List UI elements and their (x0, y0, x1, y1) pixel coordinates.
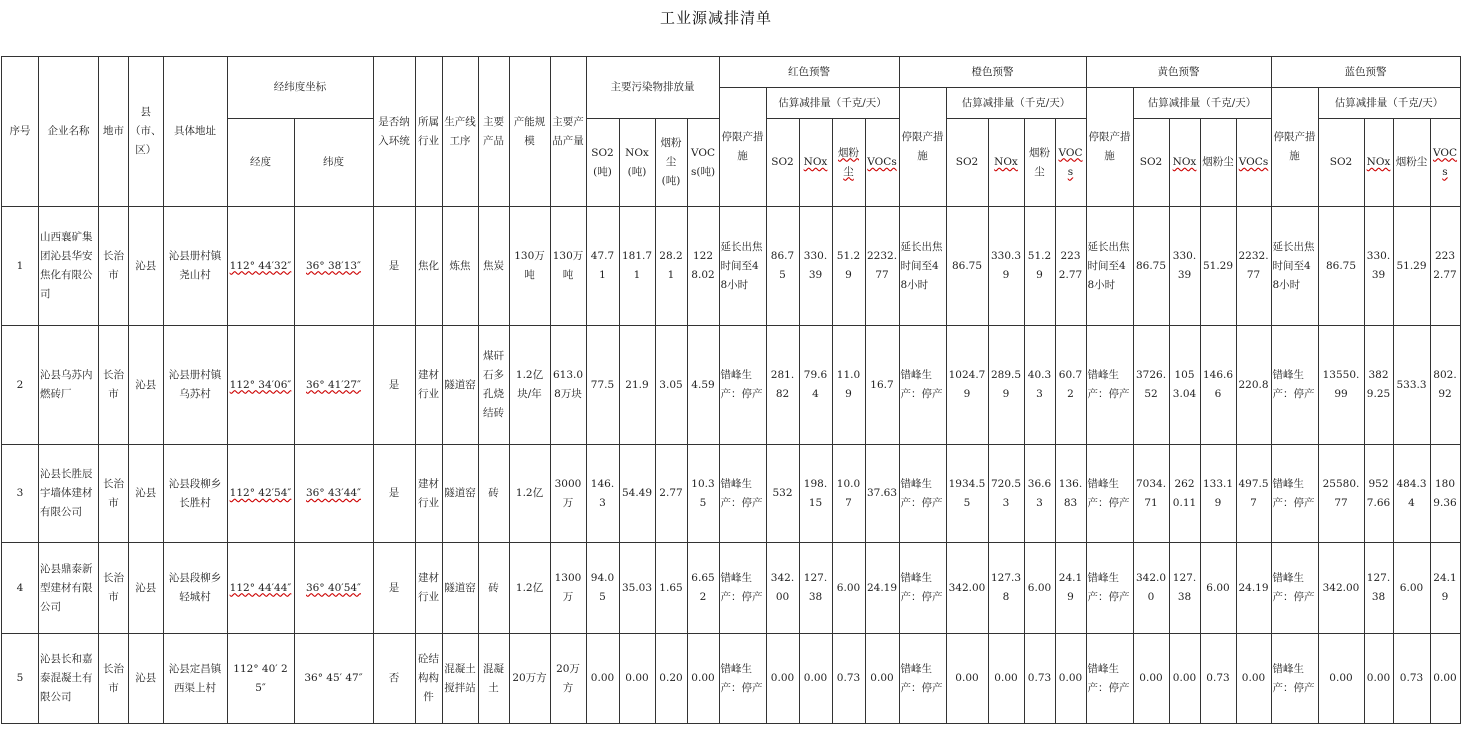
cell-measure: 错峰生产：停产 (1086, 543, 1133, 634)
header-measure: 停限产措施 (1086, 88, 1133, 207)
page-title: 工业源减排清单 (659, 9, 772, 27)
cell-env: 是 (373, 543, 415, 634)
cell-measure: 错峰生产：停产 (1086, 634, 1133, 724)
cell-so2: 13550.99 (1318, 326, 1364, 445)
header-county: 县（市、区） (129, 57, 164, 207)
cell-measure: 延长出焦时间至48小时 (1086, 207, 1133, 326)
header-measure: 停限产措施 (719, 88, 766, 207)
cell-em-dust: 28.21 (655, 207, 687, 326)
cell-so2: 7034.71 (1133, 445, 1169, 543)
cell-so2: 532 (766, 445, 799, 543)
cell-em-vocs: 0.00 (687, 634, 719, 724)
cell-process: 隧道窑 (442, 326, 478, 445)
cell-seq: 4 (2, 543, 39, 634)
header-measure: 停限产措施 (899, 88, 946, 207)
cell-process: 混凝土搅拌站 (442, 634, 478, 724)
cell-so2: 0.00 (766, 634, 799, 724)
cell-em-so2: 77.5 (586, 326, 619, 445)
cell-vocs: 24.19 (1236, 543, 1271, 634)
header-est: 估算减排量（千克/天） (766, 88, 899, 119)
cell-em-nox: 181.71 (619, 207, 655, 326)
cell-measure: 错峰生产：停产 (899, 445, 946, 543)
cell-lat: 36° 40′54″ (294, 543, 373, 634)
header-est: 估算减排量（千克/天） (1133, 88, 1271, 119)
cell-lat: 36° 45′ 47″ (294, 634, 373, 724)
header-alert-yellow: 黄色预警 (1086, 57, 1271, 88)
cell-so2: 0.00 (1318, 634, 1364, 724)
header-measure: 停限产措施 (1271, 88, 1318, 207)
cell-measure: 错峰生产：停产 (1086, 445, 1133, 543)
header-so2: SO2 (946, 119, 988, 207)
cell-em-vocs: 6.652 (687, 543, 719, 634)
cell-dust: 0.73 (1200, 634, 1236, 724)
cell-dust: 6.00 (832, 543, 865, 634)
header-dust: 烟粉尘 (1024, 119, 1055, 207)
header-dust: 烟粉尘 (1393, 119, 1430, 207)
cell-dust: 0.73 (832, 634, 865, 724)
header-env: 是否纳入环统 (373, 57, 415, 207)
cell-em-vocs: 4.59 (687, 326, 719, 445)
cell-nox: 330.39 (799, 207, 832, 326)
cell-vocs: 220.8 (1236, 326, 1271, 445)
cell-em-vocs: 1228.02 (687, 207, 719, 326)
header-dust: 烟粉尘 (1200, 119, 1236, 207)
cell-dust: 51.29 (1024, 207, 1055, 326)
cell-measure: 错峰生产：停产 (719, 445, 766, 543)
cell-vocs: 2232.77 (1236, 207, 1271, 326)
header-vocs: VOCs (865, 119, 899, 207)
cell-so2: 86.75 (1318, 207, 1364, 326)
cell-nox: 0.00 (799, 634, 832, 724)
cell-lon: 112° 34′06″ (227, 326, 294, 445)
cell-capacity: 130万吨 (509, 207, 550, 326)
cell-dust: 0.73 (1393, 634, 1430, 724)
table-row (2, 634, 1461, 724)
cell-city: 长治市 (99, 326, 129, 445)
cell-company: 沁县鼎泰新型建材有限公司 (39, 543, 99, 634)
header-output: 主要产品产量 (550, 57, 586, 207)
header-so2-t: SO2(吨) (586, 119, 619, 207)
cell-vocs: 136.83 (1055, 445, 1086, 543)
cell-measure: 错峰生产：停产 (1271, 543, 1318, 634)
header-so2: SO2 (1133, 119, 1169, 207)
header-nox: NOx (1169, 119, 1200, 207)
cell-vocs: 60.72 (1055, 326, 1086, 445)
cell-company: 沁县长胜辰宇墙体建材有限公司 (39, 445, 99, 543)
cell-so2: 342.00 (1318, 543, 1364, 634)
cell-process: 隧道窑 (442, 445, 478, 543)
cell-lat: 36° 43′44″ (294, 445, 373, 543)
cell-em-dust: 2.77 (655, 445, 687, 543)
cell-em-so2: 0.00 (586, 634, 619, 724)
cell-measure: 错峰生产：停产 (719, 326, 766, 445)
table-row (2, 445, 1461, 543)
cell-product: 砖 (478, 445, 509, 543)
cell-county: 沁县 (129, 634, 164, 724)
cell-dust: 11.09 (832, 326, 865, 445)
cell-nox: 127.38 (799, 543, 832, 634)
cell-capacity: 1.2亿块/年 (509, 326, 550, 445)
cell-so2: 342.00 (946, 543, 988, 634)
cell-dust: 10.07 (832, 445, 865, 543)
cell-dust: 146.66 (1200, 326, 1236, 445)
cell-address: 沁县段柳乡长胜村 (163, 445, 227, 543)
header-company: 企业名称 (39, 57, 99, 207)
header-dust: 烟粉尘 (832, 119, 865, 207)
cell-address: 沁县册村镇尧山村 (163, 207, 227, 326)
header-product: 主要产品 (478, 57, 509, 207)
header-nox: NOx (799, 119, 832, 207)
cell-lon: 112° 44′44″ (227, 543, 294, 634)
cell-address: 沁县定昌镇西渠上村 (163, 634, 227, 724)
cell-em-so2: 94.05 (586, 543, 619, 634)
cell-county: 沁县 (129, 543, 164, 634)
header-vocs: VOCs (1055, 119, 1086, 207)
cell-lon: 112° 40′ 25″ (227, 634, 294, 724)
cell-so2: 86.75 (1133, 207, 1169, 326)
cell-lon: 112° 42′54″ (227, 445, 294, 543)
table-row (2, 326, 1461, 445)
cell-industry: 建材行业 (415, 326, 442, 445)
header-seq: 序号 (2, 57, 39, 207)
cell-address: 沁县册村镇乌苏村 (163, 326, 227, 445)
header-so2: SO2 (766, 119, 799, 207)
cell-vocs: 0.00 (865, 634, 899, 724)
cell-nox: 330.39 (1169, 207, 1200, 326)
header-lon: 经度 (227, 119, 294, 207)
cell-seq: 1 (2, 207, 39, 326)
cell-seq: 3 (2, 445, 39, 543)
cell-env: 是 (373, 445, 415, 543)
cell-seq: 5 (2, 634, 39, 724)
cell-nox: 1053.04 (1169, 326, 1200, 445)
cell-vocs: 497.57 (1236, 445, 1271, 543)
cell-dust: 6.00 (1393, 543, 1430, 634)
cell-em-so2: 146.3 (586, 445, 619, 543)
cell-company: 山西襄矿集团沁县华安焦化有限公司 (39, 207, 99, 326)
cell-vocs: 24.19 (1430, 543, 1460, 634)
cell-measure: 延长出焦时间至48小时 (1271, 207, 1318, 326)
cell-so2: 86.75 (766, 207, 799, 326)
table-row (2, 207, 1461, 326)
header-lat: 纬度 (294, 119, 373, 207)
cell-measure: 延长出焦时间至48小时 (719, 207, 766, 326)
cell-city: 长治市 (99, 207, 129, 326)
cell-measure: 错峰生产：停产 (719, 634, 766, 724)
cell-vocs: 0.00 (1236, 634, 1271, 724)
cell-city: 长治市 (99, 445, 129, 543)
header-dust-t: 烟粉尘(吨) (655, 119, 687, 207)
cell-dust: 51.29 (1200, 207, 1236, 326)
header-alert-red: 红色预警 (719, 57, 899, 88)
cell-so2: 342.00 (1133, 543, 1169, 634)
cell-nox: 0.00 (988, 634, 1024, 724)
cell-so2: 281.82 (766, 326, 799, 445)
cell-product: 煤矸石多孔烧结砖 (478, 326, 509, 445)
cell-so2: 1934.55 (946, 445, 988, 543)
cell-process: 炼焦 (442, 207, 478, 326)
cell-dust: 484.34 (1393, 445, 1430, 543)
cell-em-dust: 3.05 (655, 326, 687, 445)
cell-nox: 289.59 (988, 326, 1024, 445)
cell-lat: 36° 38′13″ (294, 207, 373, 326)
cell-dust: 36.63 (1024, 445, 1055, 543)
cell-city: 长治市 (99, 634, 129, 724)
header-nox: NOx (988, 119, 1024, 207)
cell-vocs: 2232.77 (1055, 207, 1086, 326)
cell-nox: 198.15 (799, 445, 832, 543)
cell-so2: 342.00 (766, 543, 799, 634)
cell-lat: 36° 41′27″ (294, 326, 373, 445)
cell-vocs: 0.00 (1055, 634, 1086, 724)
cell-capacity: 1.2亿 (509, 445, 550, 543)
cell-output: 20万方 (550, 634, 586, 724)
header-coords: 经纬度坐标 (227, 57, 373, 119)
cell-measure: 延长出焦时间至48小时 (899, 207, 946, 326)
header-alert-orange: 橙色预警 (899, 57, 1086, 88)
cell-vocs: 16.7 (865, 326, 899, 445)
cell-nox: 330.39 (1364, 207, 1393, 326)
cell-output: 1300万 (550, 543, 586, 634)
cell-dust: 40.33 (1024, 326, 1055, 445)
cell-county: 沁县 (129, 445, 164, 543)
cell-so2: 3726.52 (1133, 326, 1169, 445)
cell-product: 砖 (478, 543, 509, 634)
cell-env: 否 (373, 634, 415, 724)
cell-env: 是 (373, 326, 415, 445)
cell-industry: 建材行业 (415, 445, 442, 543)
cell-measure: 错峰生产：停产 (899, 543, 946, 634)
cell-measure: 错峰生产：停产 (1271, 326, 1318, 445)
header-est: 估算减排量（千克/天） (1318, 88, 1460, 119)
header-emissions: 主要污染物排放量 (586, 57, 719, 119)
cell-measure: 错峰生产：停产 (1271, 634, 1318, 724)
header-nox-t: NOx(吨) (619, 119, 655, 207)
header-vocs: VOCs (1430, 119, 1460, 207)
cell-vocs: 24.19 (865, 543, 899, 634)
cell-capacity: 20万方 (509, 634, 550, 724)
cell-dust: 51.29 (832, 207, 865, 326)
cell-nox: 2620.11 (1169, 445, 1200, 543)
cell-address: 沁县段柳乡轻城村 (163, 543, 227, 634)
cell-seq: 2 (2, 326, 39, 445)
cell-em-dust: 0.20 (655, 634, 687, 724)
cell-product: 混凝土 (478, 634, 509, 724)
cell-vocs: 802.92 (1430, 326, 1460, 445)
cell-so2: 0.00 (1133, 634, 1169, 724)
cell-so2: 86.75 (946, 207, 988, 326)
cell-em-nox: 35.03 (619, 543, 655, 634)
cell-em-vocs: 10.35 (687, 445, 719, 543)
cell-vocs: 2232.77 (865, 207, 899, 326)
cell-county: 沁县 (129, 326, 164, 445)
cell-company: 沁县长和嘉泰混凝土有限公司 (39, 634, 99, 724)
cell-vocs: 1809.36 (1430, 445, 1460, 543)
cell-process: 隧道窑 (442, 543, 478, 634)
cell-industry: 建材行业 (415, 543, 442, 634)
cell-county: 沁县 (129, 207, 164, 326)
cell-so2: 25580.77 (1318, 445, 1364, 543)
cell-em-dust: 1.65 (655, 543, 687, 634)
cell-dust: 0.73 (1024, 634, 1055, 724)
cell-product: 焦炭 (478, 207, 509, 326)
cell-em-nox: 54.49 (619, 445, 655, 543)
cell-measure: 错峰生产：停产 (899, 634, 946, 724)
cell-dust: 6.00 (1200, 543, 1236, 634)
header-city: 地市 (99, 57, 129, 207)
cell-industry: 焦化 (415, 207, 442, 326)
cell-nox: 330.39 (988, 207, 1024, 326)
cell-vocs: 24.19 (1055, 543, 1086, 634)
header-nox: NOx (1364, 119, 1393, 207)
cell-nox: 0.00 (1364, 634, 1393, 724)
header-so2: SO2 (1318, 119, 1364, 207)
cell-measure: 错峰生产：停产 (1086, 326, 1133, 445)
header-alert-blue: 蓝色预警 (1271, 57, 1460, 88)
cell-city: 长治市 (99, 543, 129, 634)
cell-nox: 0.00 (1169, 634, 1200, 724)
header-est: 估算减排量（千克/天） (946, 88, 1086, 119)
cell-vocs: 37.63 (865, 445, 899, 543)
header-address: 具体地址 (163, 57, 227, 207)
cell-em-nox: 0.00 (619, 634, 655, 724)
cell-capacity: 1.2亿 (509, 543, 550, 634)
header-vocs: VOCs (1236, 119, 1271, 207)
cell-nox: 79.64 (799, 326, 832, 445)
cell-nox: 127.38 (1169, 543, 1200, 634)
cell-dust: 133.19 (1200, 445, 1236, 543)
cell-nox: 720.53 (988, 445, 1024, 543)
cell-measure: 错峰生产：停产 (1271, 445, 1318, 543)
cell-company: 沁县乌苏内燃砖厂 (39, 326, 99, 445)
cell-output: 613.08万块 (550, 326, 586, 445)
cell-em-nox: 21.9 (619, 326, 655, 445)
cell-output: 3000万 (550, 445, 586, 543)
cell-em-so2: 47.71 (586, 207, 619, 326)
cell-dust: 51.29 (1393, 207, 1430, 326)
cell-so2: 0.00 (946, 634, 988, 724)
cell-measure: 错峰生产：停产 (719, 543, 766, 634)
cell-so2: 1024.79 (946, 326, 988, 445)
cell-measure: 错峰生产：停产 (899, 326, 946, 445)
cell-dust: 533.3 (1393, 326, 1430, 445)
cell-nox: 127.38 (988, 543, 1024, 634)
cell-nox: 9527.66 (1364, 445, 1393, 543)
cell-nox: 3829.25 (1364, 326, 1393, 445)
cell-nox: 127.38 (1364, 543, 1393, 634)
header-vocs-t: VOCs(吨) (687, 119, 719, 207)
cell-output: 130万吨 (550, 207, 586, 326)
cell-industry: 砼结构构件 (415, 634, 442, 724)
header-industry: 所属行业 (415, 57, 442, 207)
cell-vocs: 0.00 (1430, 634, 1460, 724)
emission-table (1, 56, 1461, 724)
header-capacity: 产能规模 (509, 57, 550, 207)
cell-vocs: 2232.77 (1430, 207, 1460, 326)
cell-dust: 6.00 (1024, 543, 1055, 634)
table-row (2, 543, 1461, 634)
cell-env: 是 (373, 207, 415, 326)
cell-lon: 112° 44′32″ (227, 207, 294, 326)
header-process: 生产线工序 (442, 57, 478, 207)
